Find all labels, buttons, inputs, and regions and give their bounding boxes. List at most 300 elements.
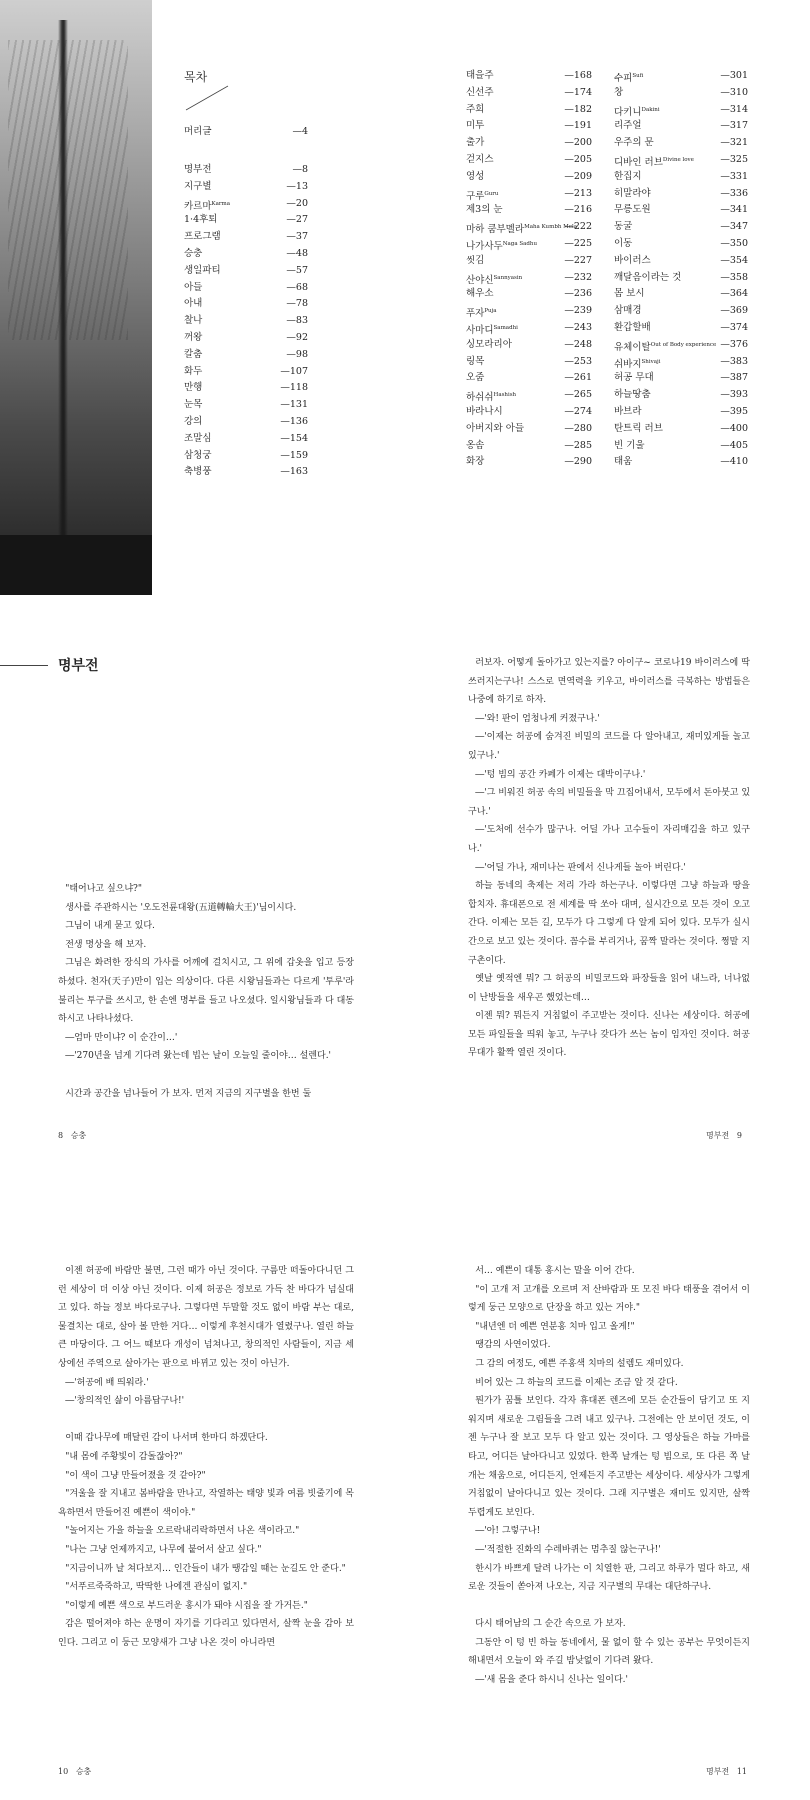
toc-entry-title (184, 431, 212, 448)
toc-entry-title (614, 118, 642, 135)
toc-entry-page: —321 (720, 137, 748, 149)
toc-entry[interactable] (614, 102, 748, 119)
toc-entry-page: —205 (564, 153, 592, 165)
toc-entry-page: —216 (564, 204, 592, 216)
body-paragraph: 러보자. 어떻게 돌아가고 있는지를? 아이구~ 코로나19 바이러스에 딱 쓰러지는구나! 스스로 면역력을 키우고, 바이러스를 극복하는 방법들은 나중에 하기로 하자. (468, 658, 750, 706)
toc-entry-original-term: Divine love (662, 156, 694, 163)
toc-entry-original-term: Sannyasin (493, 274, 523, 281)
toc-entry[interactable] (614, 303, 748, 320)
toc-entry-page: —92 (286, 331, 308, 343)
toc-entry-page: —222 (564, 221, 592, 233)
toc-entry-page: —274 (564, 405, 592, 417)
toc-entry-title: 머리글 (184, 126, 212, 137)
toc-entry-title (614, 421, 663, 438)
body-paragraph: 땡감의 사연이었다. (475, 1340, 551, 1351)
toc-entry-title-text: 사마디 (466, 325, 494, 337)
toc-entry-page: —331 (720, 170, 748, 182)
toc-entry-page: —395 (720, 405, 748, 417)
toc-entry-title-text: 푸자 (466, 308, 485, 320)
toc-entry-title-text: 꺼왕 (184, 331, 203, 343)
toc-entry-title-text: 칼춤 (184, 348, 203, 360)
toc-entry[interactable] (466, 152, 592, 169)
toc-entry-original-term: Samadhi (493, 324, 518, 331)
toc-entry-page: —393 (720, 389, 748, 401)
toc-entry-title (466, 286, 494, 303)
toc-entry[interactable] (614, 454, 748, 471)
body-paragraph: 서… 예쁜이 대통 홍시는 말을 이어 간다. (475, 1266, 635, 1276)
toc-entry[interactable] (466, 236, 592, 253)
toc-entry-title (466, 421, 524, 438)
toc-entry[interactable] (466, 253, 592, 270)
toc-entry-title (614, 404, 642, 421)
toc-entry-title (466, 370, 484, 387)
toc-entry-page: —174 (564, 86, 592, 98)
toc-entry[interactable] (466, 85, 592, 102)
body-paragraph: 옛날 옛적엔 뭐? 그 허공의 비밀코드와 파장들을 읽어 내느라, 너나없이 난방들을 새우곤 했었는데… (468, 974, 750, 1003)
body-paragraph: "겨울을 잘 지내고 봄바람을 만나고, 작열하는 태양 빛과 여름 빗줄기에 목욕하면서 만들어진 예쁜이 색이야." (58, 1489, 354, 1518)
toc-entry-page: —168 (564, 70, 592, 81)
toc-entry-page: —236 (564, 288, 592, 300)
toc-entry-title-text: 눈목 (184, 399, 203, 411)
body-paragraph: "이 색이 그냥 만들어졌을 것 같아?" (65, 1470, 206, 1481)
toc-entry-title (614, 202, 651, 219)
toc-entry-page: —20 (286, 197, 308, 209)
toc-entry-title (184, 179, 212, 196)
body-paragraph: "서푸르죽죽하고, 딱딱한 나에겐 관심이 없지." (65, 1582, 248, 1593)
toc-entry-title-text: 바이러스 (614, 254, 651, 266)
toc-entry-title-text: 한집지 (614, 170, 642, 182)
toc-entry-page: —265 (564, 389, 592, 401)
toc-entry[interactable] (614, 219, 748, 236)
toc-entry-title (466, 454, 484, 471)
toc-entry-title-text: 산야신 (466, 274, 494, 286)
toc-entry[interactable] (184, 296, 308, 313)
toc-entry-page: —325 (720, 153, 748, 165)
toc-entry-title (614, 270, 681, 287)
toc-entry[interactable] (614, 85, 748, 102)
toc-entry[interactable] (614, 387, 748, 404)
toc-entry-page: —232 (564, 271, 592, 283)
tree-canopy (8, 40, 128, 340)
toc-entry-page: —253 (564, 355, 592, 367)
page-11-folio (706, 1766, 747, 1777)
body-paragraph: ―'어딜 가나, 재미나는 판에서 신나게들 놀아 버린다.' (475, 862, 686, 873)
body-paragraph: 그동안 이 텅 빈 하늘 동네에서, 물 없이 할 수 있는 공부는 무엇이든지 해내면서 오늘이 와 주길 밤낮없이 기다려 왔다. (468, 1637, 750, 1667)
toc-entry-page: —364 (720, 288, 748, 300)
toc-entry[interactable] (614, 337, 748, 354)
toc-entry-page: —57 (286, 264, 308, 276)
toc-entry[interactable] (184, 414, 308, 431)
toc-entry-title-text: 나가사두 (466, 241, 503, 253)
toc-entry-title (466, 354, 484, 371)
toc-preface (184, 124, 308, 141)
toc-entry-page: —358 (720, 271, 748, 283)
toc-entry[interactable] (184, 330, 308, 347)
toc-entry-title-text: 빈 기울 (614, 439, 645, 451)
toc-entry-title-text: 탄트릭 러브 (614, 422, 663, 434)
toc-entry-title (614, 454, 632, 471)
toc-entry-page: —354 (720, 254, 748, 266)
toc-entry-title-text: 태움 (614, 456, 633, 468)
toc-entry[interactable] (466, 354, 592, 371)
toc-entry[interactable] (466, 370, 592, 387)
toc-entry-title (184, 347, 202, 364)
toc-entry-title-text: 아들 (184, 281, 203, 293)
body-paragraph: "나는 그냥 언제까지고, 나무에 붙어서 살고 싶다." (65, 1544, 262, 1555)
toc-entry[interactable] (614, 320, 748, 337)
toc-entry-title (466, 337, 512, 354)
toc-entry-title-text: 리주얼 (614, 120, 642, 132)
toc-entry-title-text: 마하 쿰부멜라 (466, 224, 525, 236)
toc-entry-page: —243 (564, 321, 592, 333)
toc-entry[interactable] (184, 448, 308, 465)
toc-entry[interactable] (614, 169, 748, 186)
toc-entry[interactable] (466, 186, 592, 203)
body-paragraph: 한시가 바쁘게 달려 나가는 이 치열한 판, 그리고 하루가 멀다 하고, 새로운 것들이 쏟아져 나오는, 지금 지구별의 무대는 대단하구나. (468, 1563, 750, 1593)
toc-entry-title (614, 286, 645, 303)
toc-entry[interactable] (184, 263, 308, 280)
toc-entry-title (184, 448, 212, 465)
body-paragraph: ―엄마 만이냐? 이 순간이…' (65, 1032, 178, 1043)
body-paragraph (58, 1066, 354, 1085)
toc-entry-title-text: 해우소 (466, 288, 494, 300)
toc-entry[interactable] (466, 387, 592, 404)
toc-entry-page: —310 (720, 86, 748, 98)
body-paragraph: 이때 갑나무에 매달린 감이 나서며 한마디 하겠단다. (65, 1433, 268, 1444)
toc-entry[interactable] (614, 404, 748, 421)
page-8-folio (58, 1130, 86, 1141)
toc-entry[interactable] (614, 370, 748, 387)
toc-entry-page: —285 (564, 439, 592, 451)
page-10-body (58, 1262, 354, 1652)
toc-entry-original-term: Out of Body experience (650, 341, 717, 348)
toc-entry-title-text: 무릉도원 (614, 204, 651, 216)
toc-slash-divider (178, 68, 236, 112)
toc-entry-page: —336 (720, 187, 748, 199)
toc-entry-title (466, 135, 484, 152)
toc-entry-title (466, 102, 484, 119)
toc-entry-original-term: Puja (484, 308, 497, 315)
body-paragraph: 이젠 허공에 바람만 불면, 그런 때가 아닌 것이다. 구름만 떠돌아다니던 그런 세상이 더 이상 아닌 것이다. 이제 허공은 정보로 가득 찬 바다가 넘실대고 있다. 하늘 정보 바다로구나. 그렇다면 두말할 것도 없이 바람 부는 대로, 물결치는 대로, 살아 볼 만한 거다… 이렇게 후천시대가 열렸구나. 열린 하늘 큰 마당이다. 그 어느 때보다 개성이 넘쳐나고, 창의적인 사람들이, 지금 세상에선 주역으로 살아가는 판으로 바뀌고 있는 것이 아닌가. (58, 1266, 354, 1369)
toc-entry-title-text: 제3의 눈 (466, 204, 503, 216)
body-paragraph: 전생 명상을 해 보자. (65, 939, 147, 950)
toc-entry-title (184, 263, 221, 280)
toc-entry-page: —290 (564, 456, 592, 468)
toc-entry-title (614, 219, 632, 236)
toc-entry-page: —191 (564, 120, 592, 132)
toc-entry-title (184, 330, 202, 347)
toc-entry-title-text: 하쉬쉬 (466, 392, 494, 404)
toc-entry-title-text: 화장 (466, 456, 485, 468)
toc-entry-page: —4 (292, 126, 308, 137)
toc-entry[interactable] (466, 118, 592, 135)
page-11-body (468, 1262, 750, 1690)
toc-entry[interactable] (184, 162, 308, 179)
toc-entry-page: —239 (564, 305, 592, 317)
toc-entry-page: —405 (720, 439, 748, 451)
toc-entry[interactable] (614, 438, 748, 455)
toc-entry[interactable] (466, 337, 592, 354)
toc-entry[interactable] (614, 286, 748, 303)
toc-entry-title (466, 68, 494, 85)
toc-entry-title-text: 오줌 (466, 372, 485, 384)
toc-entry[interactable] (466, 219, 592, 236)
toc-entry[interactable] (184, 464, 308, 481)
toc-entry-title-text: 지구별 (184, 180, 212, 192)
toc-entry-title (466, 438, 484, 455)
toc-entry-title-text: 몸 보시 (614, 288, 645, 300)
toc-entry-page: —48 (286, 247, 308, 259)
toc-entry-original-term: Naga Sadhu (502, 240, 538, 247)
toc-entry[interactable] (466, 68, 592, 85)
toc-entry[interactable] (184, 364, 308, 381)
toc-entry[interactable] (184, 280, 308, 297)
toc-entry[interactable] (184, 431, 308, 448)
toc-entry-page: —213 (564, 187, 592, 199)
toc-entry-title-text: 승충 (184, 247, 203, 259)
toc-entry-original-term: Shivaji (641, 358, 661, 365)
body-paragraph: "놀어지는 가을 하늘을 오르락내리락하면서 나온 색이라고." (65, 1526, 300, 1537)
toc-entry-title-text: 우주의 문 (614, 137, 654, 149)
toc-entry-title-text: 카르마 (184, 200, 212, 212)
toc-entry-page: —248 (564, 338, 592, 350)
toc-entry[interactable] (466, 270, 592, 287)
body-paragraph: "내년엔 더 예쁜 연분홍 치마 입고 올게!" (475, 1321, 635, 1332)
toc-entry[interactable] (614, 202, 748, 219)
toc-entry-title-text: 싱모라리아 (466, 338, 512, 350)
toc-entry-page: —374 (720, 321, 748, 333)
toc-entry[interactable] (466, 286, 592, 303)
toc-entry-original-term: Hashish (493, 392, 517, 399)
toc-entry[interactable] (184, 212, 308, 229)
toc-entry-title (466, 404, 503, 421)
toc-entry-title-text: 조말심 (184, 432, 212, 444)
toc-entry-page: —400 (720, 422, 748, 434)
spread-pages-8-9 (0, 648, 810, 1178)
toc-entry-title (184, 212, 217, 229)
toc-entry-page: —107 (280, 365, 308, 377)
toc-entry[interactable] (466, 102, 592, 119)
toc-entry[interactable] (184, 347, 308, 364)
body-paragraph (58, 1411, 354, 1430)
page-10-folio (58, 1766, 91, 1777)
body-paragraph: 감은 떨어져야 하는 운명이 자기를 기다리고 있다면서, 살짝 눈을 감아 보인다. 그리고 이 둥근 모양새가 그냥 나온 것이 아니라면 (58, 1619, 354, 1648)
body-paragraph: ―'아! 그렇구나! (475, 1526, 541, 1537)
toc-entry-title (184, 229, 221, 246)
toc-entry-title (614, 85, 623, 102)
toc-entry[interactable] (184, 124, 308, 141)
toc-entry-title (184, 280, 202, 297)
toc-entry-page: —136 (280, 415, 308, 427)
toc-entry-title (614, 169, 642, 186)
toc-entry-title-text: 환갑할배 (614, 321, 651, 333)
toc-entry-page: —8 (292, 164, 308, 175)
toc-entry[interactable] (466, 438, 592, 455)
toc-entry-page: —37 (286, 231, 308, 243)
toc-entry-title (466, 202, 503, 219)
toc-entry-page: —376 (720, 338, 748, 350)
toc-entry-title-text: 축병풍 (184, 466, 212, 478)
toc-entry-title (614, 320, 651, 337)
toc-entry[interactable] (466, 421, 592, 438)
toc-entry-title (184, 414, 202, 431)
toc-heading: 목차 (184, 70, 208, 84)
running-title: 승충 (70, 1131, 87, 1140)
body-paragraph: 시간과 공간을 넘나들어 가 보자. 먼저 지금의 지구별을 한번 둘 (65, 1088, 312, 1099)
toc-entry-page: —341 (720, 204, 748, 216)
toc-entry-original-term: Karma (211, 200, 231, 207)
toc-entry-title-text: 삼매경 (614, 305, 642, 317)
toc-entry[interactable] (184, 313, 308, 330)
toc-entry[interactable] (614, 135, 748, 152)
tree-trunk (58, 20, 68, 580)
running-title: 명부전 (706, 1131, 730, 1140)
body-paragraph: 그 감의 여정도, 예쁜 주홍색 치마의 설렘도 재미있다. (475, 1358, 684, 1369)
toc-entry-title-text: 아내 (184, 298, 203, 310)
toc-entry-title-text: 찰나 (184, 315, 203, 327)
toc-entry[interactable] (614, 253, 748, 270)
page-number: 9 (736, 1131, 742, 1140)
toc-entry-original-term: Dakini (641, 106, 660, 113)
toc-entry-page: —182 (564, 103, 592, 115)
running-title: 명부전 (706, 1767, 730, 1776)
toc-entry-title (614, 303, 642, 320)
toc-entry-title (614, 253, 651, 270)
body-paragraph: "태어나고 싶으냐?" (65, 884, 143, 894)
body-paragraph: 이젠 뭐? 뭐든지 거침없이 주고받는 것이다. 신나는 세상이다. 허공에 모든 파일들을 띄워 놓고, 누구나 갖다가 쓰는 놈이 임자인 것이다. 허공 무대가 활짝 열린 것이다. (468, 1011, 750, 1059)
toc-entry-title (466, 118, 484, 135)
toc-entry[interactable] (614, 354, 748, 371)
toc-entry[interactable] (466, 202, 592, 219)
toc-entry-title-text: 명부전 (184, 164, 212, 175)
toc-entry-title-text: 동굴 (614, 221, 633, 233)
toc-column-2 (466, 68, 592, 471)
body-paragraph: 그님이 내게 묻고 있다. (65, 921, 155, 932)
toc-entry-page: —159 (280, 449, 308, 461)
toc-entry[interactable] (184, 380, 308, 397)
body-paragraph: ―'허공에 배 띄워라.' (65, 1377, 149, 1388)
toc-entry-title-text: 이동 (614, 237, 633, 249)
toc-entry-page: —131 (280, 399, 308, 411)
chapter-rule (0, 665, 48, 666)
page-number: 10 (58, 1767, 69, 1776)
toc-entry-page: —227 (564, 254, 592, 266)
toc-entry-title (614, 438, 645, 455)
body-paragraph: 다시 태어남의 그 순간 속으로 가 보자. (475, 1619, 626, 1630)
toc-entry-title-text: 태을주 (466, 70, 494, 81)
body-paragraph: ―'와! 판이 엄청나게 커졌구나.' (475, 713, 600, 724)
running-title: 승충 (75, 1767, 92, 1776)
toc-entry-title-text: 걷지스 (466, 153, 494, 165)
toc-entry-page: —200 (564, 137, 592, 149)
toc-entry-title-text: 생일파티 (184, 264, 221, 276)
toc-entry-title (184, 380, 202, 397)
toc-entry[interactable] (466, 320, 592, 337)
page-9-folio (706, 1130, 742, 1141)
toc-entry[interactable] (184, 397, 308, 414)
toc-entry[interactable] (614, 236, 748, 253)
tree-photo (0, 0, 152, 595)
toc-entry-title-text: 하늘땅춤 (614, 389, 651, 401)
toc-entry-page: —83 (286, 315, 308, 327)
body-paragraph: ―'적절한 진화의 수레바퀴는 멈추질 않는구나!' (475, 1544, 661, 1555)
toc-entry-title (184, 464, 212, 481)
body-paragraph: ―'창의적인 삶이 아름답구나!' (65, 1396, 185, 1407)
toc-entry[interactable] (614, 270, 748, 287)
toc-entry[interactable] (614, 68, 748, 85)
spread-pages-10-11 (0, 1230, 810, 1800)
toc-entry-title-text: 주희 (466, 103, 485, 115)
body-paragraph: 하늘 동네의 축제는 저리 가라 하는구나. 이렇다면 그냥 하늘과 땅을 합치자. 휴대폰으로 전 세계를 딱 쏘아 대며, 실시간으로 모든 것이 오고 간다. 이제는 모든 길, 모두가 다 그렇게 다 알게 되어 있다. 모두가 실시간으로 보고 있는 것이다. 꼼수를 부리거나, 꿈짝 말라는 것이다. 쩡말 지구촌이다. (468, 881, 750, 966)
toc-entry[interactable] (184, 246, 308, 263)
toc-entry[interactable] (466, 169, 592, 186)
toc-entry-page: —301 (720, 70, 748, 81)
toc-entry-page: —350 (720, 237, 748, 249)
body-paragraph: "이 고개 저 고개를 오르며 저 산바람과 또 모진 바다 태풍을 겪어서 이렇게 둥근 모양으로 단장을 하고 있는 거야." (468, 1284, 750, 1314)
chapter-title: 명부전 (58, 658, 99, 674)
toc-entry[interactable] (466, 454, 592, 471)
toc-entry-title-text: 히말라야 (614, 187, 651, 199)
toc-entry-title-text: 다키니 (614, 106, 642, 118)
toc-entry-title (466, 169, 484, 186)
body-paragraph: 비어 있는 그 하늘의 코드를 이제는 조금 알 것 같다. (475, 1377, 678, 1388)
body-paragraph: "지금이니까 날 쳐다보지… 인간들이 내가 땡감일 때는 눈길도 안 준다." (65, 1563, 346, 1574)
toc-entry-page: —225 (564, 237, 592, 249)
toc-entry-title-text: 바브라 (614, 405, 642, 417)
toc-entry-title (614, 387, 651, 404)
toc-entry-page: —68 (286, 281, 308, 293)
body-paragraph: ―'도처에 선수가 많구나. 어딜 가나 고수들이 자리매김을 하고 있구나.' (468, 825, 750, 854)
body-paragraph: 뭔가가 꿈틀 보인다. 각자 휴대폰 렌즈에 모든 순간들이 담기고 또 지워지며 새로운 그림들을 그려 내고 있구나. 그전에는 안 보이던 것도, 이젠 누구나 잘 보고 모두 다 알고 있는 것이다. 그 영상들은 하늘 가마를 타고, 어디든 날아다니고 있었다. 한쪽 날개는 텅 빔으로, 또 다른 쪽 날개는 채움으로, 어디든지, 언제든지 주고받는 세상이다. 세상사가 그렇게 거침없이 날아다니고 있는 것이다. 그래 지구별은 재미도 있지만, 살짝 두렵게도 보인다. (468, 1396, 750, 1518)
page-number: 11 (736, 1767, 748, 1776)
toc-entry[interactable] (614, 152, 748, 169)
toc-entry[interactable] (614, 118, 748, 135)
page-number: 8 (58, 1131, 64, 1140)
toc-entry-page: —280 (564, 422, 592, 434)
toc-entry-page: —314 (720, 103, 748, 115)
toc-entry-page: —78 (286, 298, 308, 310)
toc-entry[interactable] (466, 303, 592, 320)
toc-entry[interactable] (466, 404, 592, 421)
toc-entry-page: —27 (286, 214, 308, 226)
toc-entry-title (614, 236, 632, 253)
toc-entry[interactable] (184, 229, 308, 246)
body-paragraph: ―'그 비워진 허공 속의 비밀들을 막 끄집어내서, 모두에서 돈아붓고 있구나.' (468, 788, 751, 817)
toc-entry-title (184, 296, 202, 313)
toc-entry-title-text: 아버지와 아들 (466, 422, 525, 434)
toc-entry-title-text: 미투 (466, 120, 485, 132)
toc-entry-title (184, 397, 202, 414)
body-paragraph: ―'270년을 넘게 기다려 왔는데 빕는 날이 오늘일 줄이야… 설렌다.' (65, 1051, 332, 1062)
toc-entry-original-term: Sufi (632, 73, 644, 79)
toc-entry-title (614, 370, 654, 387)
toc-entry[interactable] (614, 421, 748, 438)
toc-entry[interactable] (184, 196, 308, 213)
toc-entry[interactable] (466, 135, 592, 152)
toc-entry-title-text: 바라나시 (466, 405, 503, 417)
toc-entry-page: —163 (280, 466, 308, 478)
toc-spread (0, 0, 810, 610)
toc-entry-title (614, 186, 651, 203)
page-8-body (58, 880, 354, 1103)
toc-entry[interactable] (614, 186, 748, 203)
toc-entry-title-text: 영성 (466, 170, 485, 182)
body-paragraph (468, 1597, 750, 1616)
toc-entry-page: —98 (286, 348, 308, 360)
toc-entry[interactable] (184, 179, 308, 196)
toc-entry-title-text: 프로그램 (184, 231, 221, 243)
toc-entry-title (184, 313, 202, 330)
